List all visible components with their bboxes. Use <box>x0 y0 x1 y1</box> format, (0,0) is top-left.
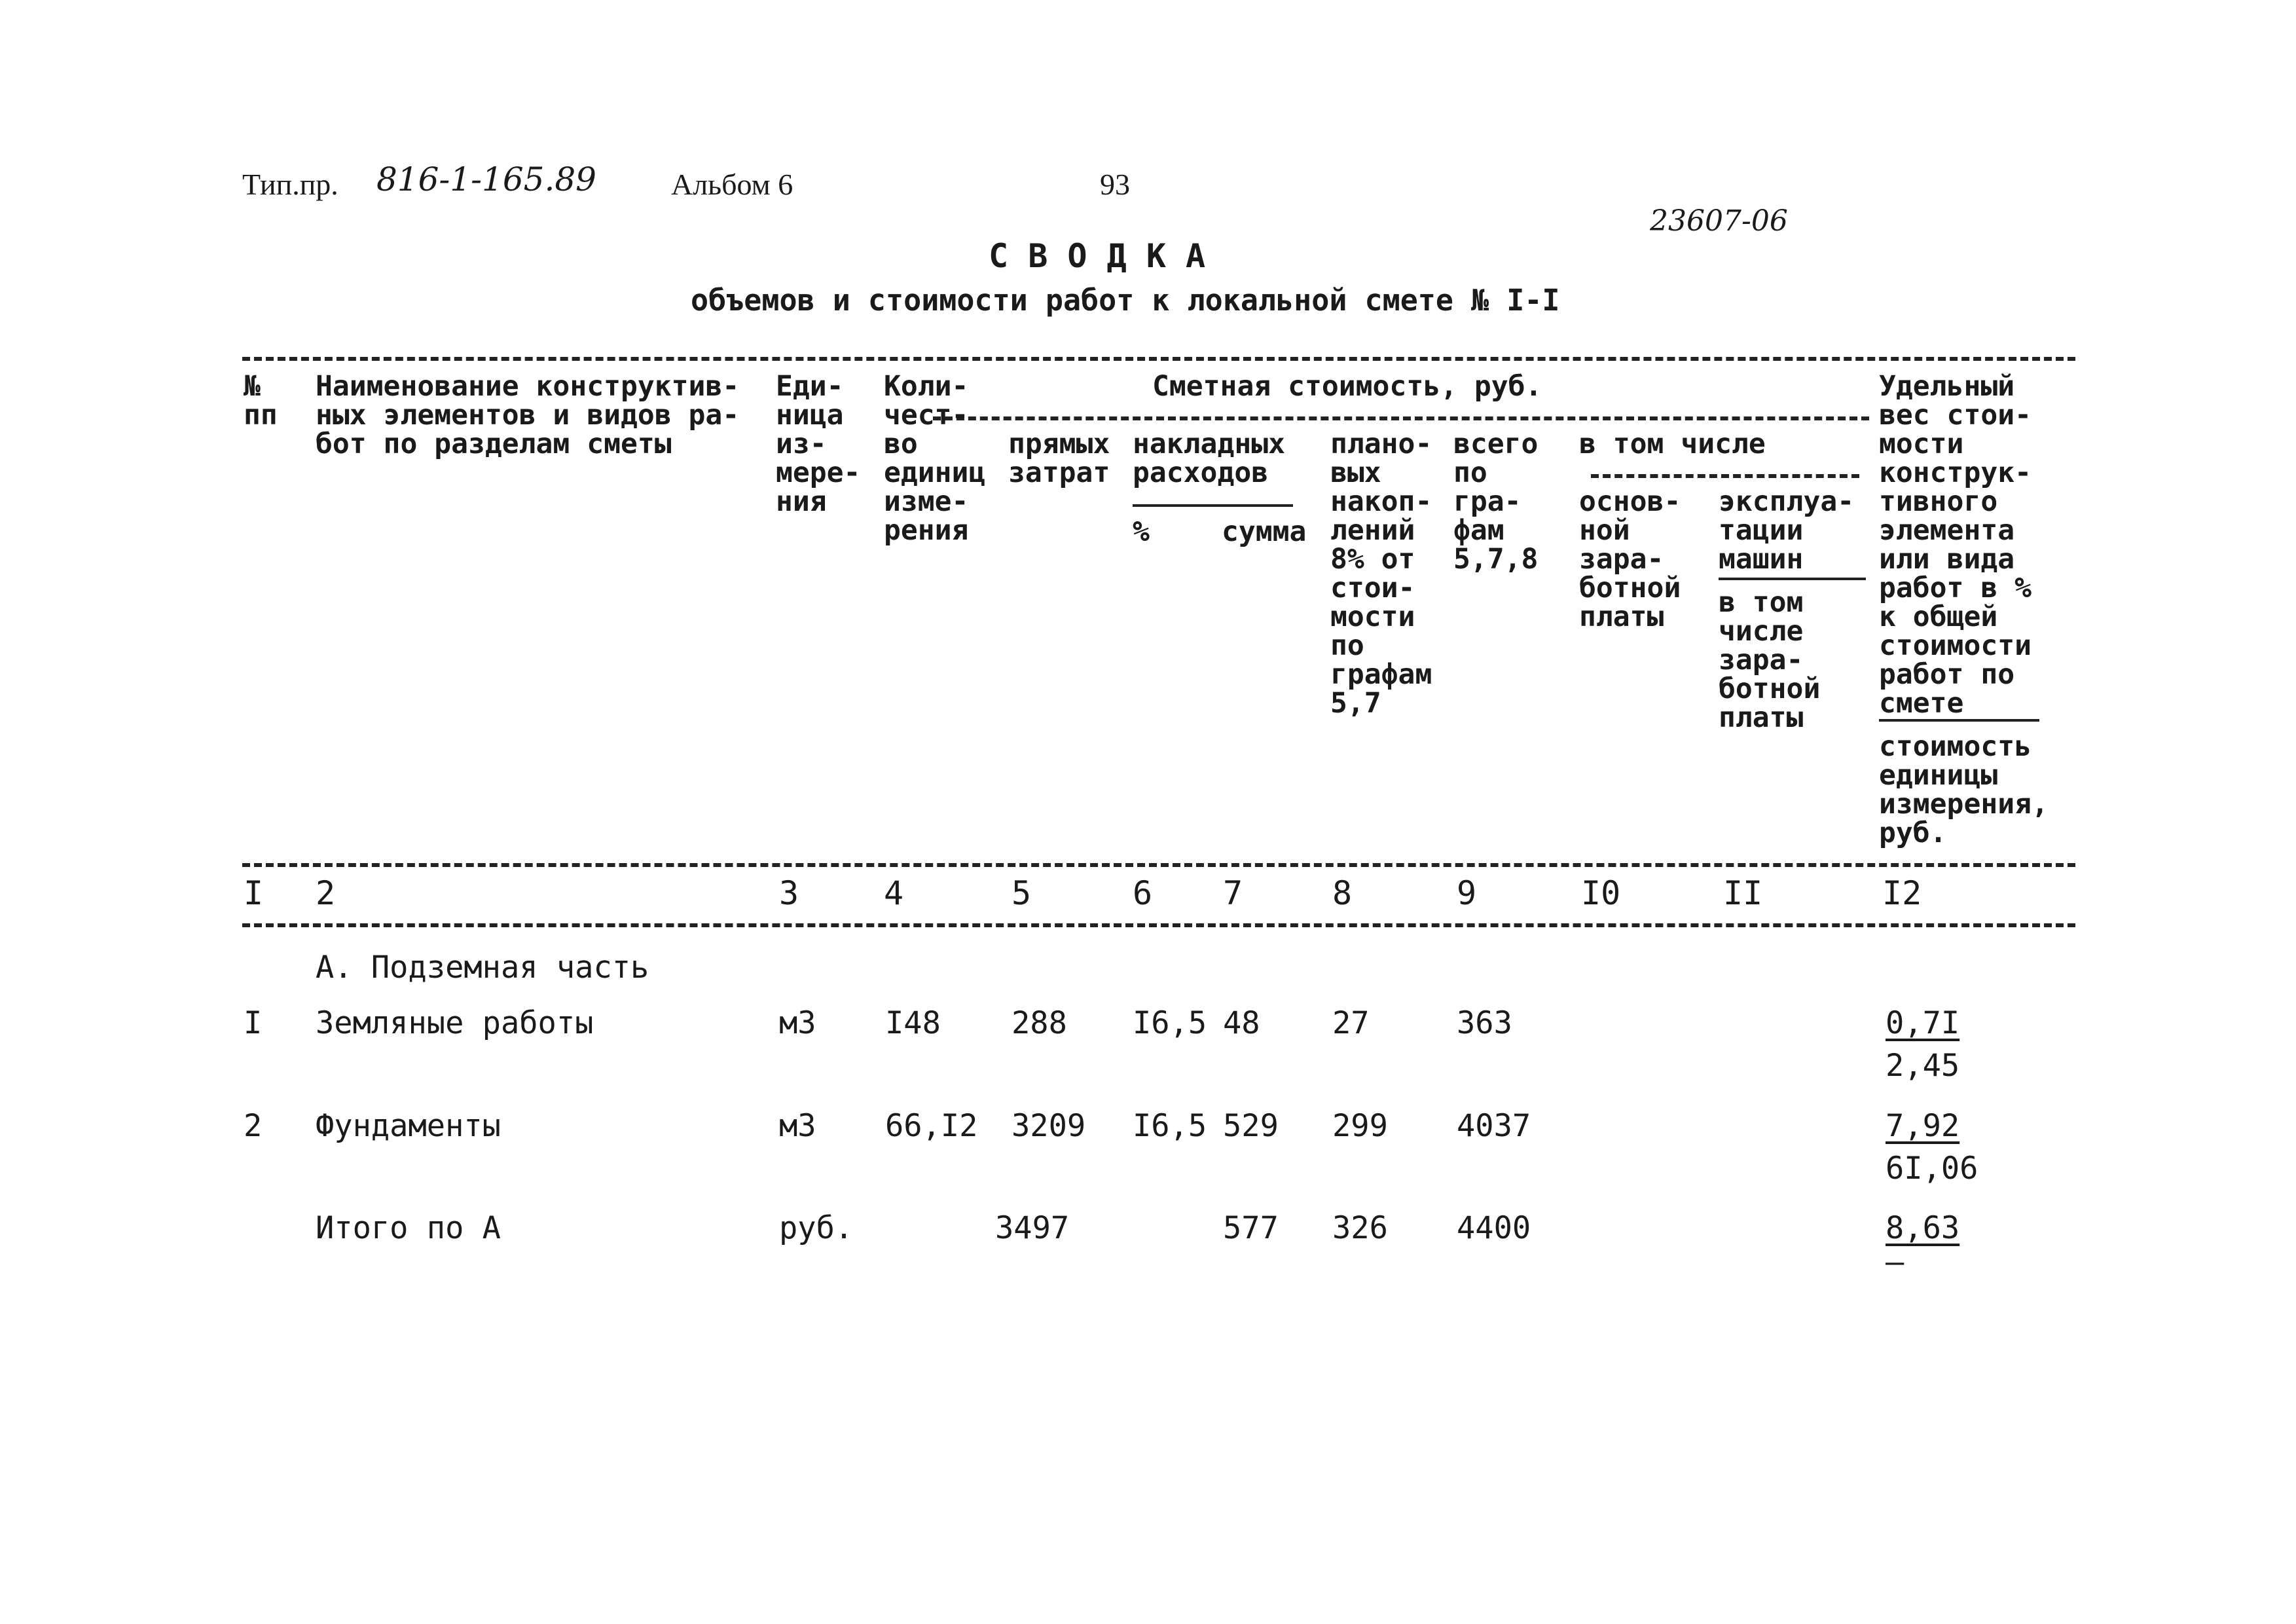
row-quantity: I48 <box>885 1005 941 1041</box>
column-number: 5 <box>1011 874 1032 912</box>
header-direct-costs: прямых затрат <box>1008 428 1110 489</box>
row-name: Фундаменты <box>316 1108 501 1144</box>
header-unit: Еди- ница из- мере- ния <box>776 370 861 518</box>
row-direct-costs: 3497 <box>995 1210 1070 1246</box>
header-machine-operation: эксплуа- тации машин <box>1719 485 1855 576</box>
column-number: 9 <box>1457 874 1477 912</box>
incl-group-rule <box>1591 474 1859 478</box>
row-overhead-percent: I6,5 <box>1133 1005 1207 1041</box>
row-number: I <box>244 1005 263 1041</box>
overhead-rule <box>1133 504 1293 507</box>
row-name: Итого по А <box>316 1210 501 1246</box>
row-number: 2 <box>244 1108 263 1144</box>
row-quantity: 66,I2 <box>885 1108 978 1144</box>
row-planned-savings: 299 <box>1332 1108 1388 1144</box>
column-numbers-rule <box>242 923 2075 927</box>
header-total: всего по гра- фам 5,7,8 <box>1453 428 1539 576</box>
row-unit-cost: 6I,06 <box>1886 1151 1978 1187</box>
column-number: 7 <box>1223 874 1243 912</box>
row-total: 4400 <box>1457 1210 1531 1246</box>
header-base-wages: основ- ной зара- ботной платы <box>1579 485 1681 633</box>
column-number: 2 <box>316 874 336 912</box>
page-number: 93 <box>1100 168 1130 201</box>
row-cost-share: 7,92 <box>1886 1108 1960 1144</box>
document-title: С В О Д К А <box>989 237 1206 275</box>
row-planned-savings: 27 <box>1332 1005 1370 1041</box>
document-code: 23607-06 <box>1650 204 1788 238</box>
row-unit-cost: – <box>1886 1244 1904 1280</box>
column-number: 4 <box>884 874 904 912</box>
header-overhead-sum: сумма <box>1222 515 1307 548</box>
group-header-rule <box>933 416 1869 420</box>
header-number: № пп <box>244 370 278 432</box>
column-number: 3 <box>779 874 799 912</box>
project-ref-code: 816-1-165.89 <box>376 160 596 198</box>
row-unit: м3 <box>779 1108 816 1144</box>
row-planned-savings: 326 <box>1332 1210 1388 1246</box>
row-direct-costs: 288 <box>1011 1005 1067 1041</box>
header-quantity: Коли- чест- во единиц изме- рения <box>884 370 986 547</box>
column-number: I0 <box>1581 874 1621 912</box>
column-number: I <box>244 874 264 912</box>
header-overhead-percent: % <box>1133 515 1150 548</box>
header-machine-wages: в том числе зара- ботной платы <box>1719 586 1821 734</box>
row-name: Земляные работы <box>316 1005 594 1041</box>
column-number: 6 <box>1133 874 1153 912</box>
row-overhead-percent: I6,5 <box>1133 1108 1207 1144</box>
album-label: Альбом 6 <box>671 168 793 201</box>
table-top-rule <box>242 357 2075 361</box>
row-unit: руб. <box>779 1210 854 1246</box>
header-cost-share: Удельный вес стои- мости конструк- тивного элемента или вида работ в % к общей стоимости работ по смете <box>1879 370 2032 720</box>
row-direct-costs: 3209 <box>1011 1108 1086 1144</box>
header-unit-cost: стоимость единицы измерения, руб. <box>1879 730 2049 849</box>
project-ref-label: Тип.пр. <box>242 168 338 201</box>
document-subtitle: объемов и стоимости работ к локальной смете № I-I <box>691 283 1560 318</box>
machines-rule <box>1719 578 1866 580</box>
section-title: А. Подземная часть <box>316 950 649 986</box>
row-overhead-sum: 48 <box>1223 1005 1260 1041</box>
column-number: II <box>1723 874 1763 912</box>
row-unit: м3 <box>779 1005 816 1041</box>
column-number: I2 <box>1882 874 1922 912</box>
row-unit-cost: 2,45 <box>1886 1048 1960 1084</box>
row-total: 4037 <box>1457 1108 1531 1144</box>
header-including: в том числе <box>1579 428 1766 460</box>
header-estimated-cost: Сметная стоимость, руб. <box>1152 370 1542 403</box>
header-bottom-rule <box>242 863 2075 867</box>
row-cost-share: 0,7I <box>1886 1005 1960 1041</box>
row-overhead-sum: 577 <box>1223 1210 1279 1246</box>
row-cost-share: 8,63 <box>1886 1210 1960 1246</box>
header-planned-savings: плано- вых накоп- лений 8% от стои- мости по графам 5,7 <box>1330 428 1432 720</box>
row-total: 363 <box>1457 1005 1512 1041</box>
header-name: Наименование конструктив- ных элементов и видов ра- бот по разделам сметы <box>316 370 740 460</box>
header-overhead: накладных расходов <box>1133 428 1285 489</box>
column-number: 8 <box>1332 874 1353 912</box>
row-overhead-sum: 529 <box>1223 1108 1279 1144</box>
